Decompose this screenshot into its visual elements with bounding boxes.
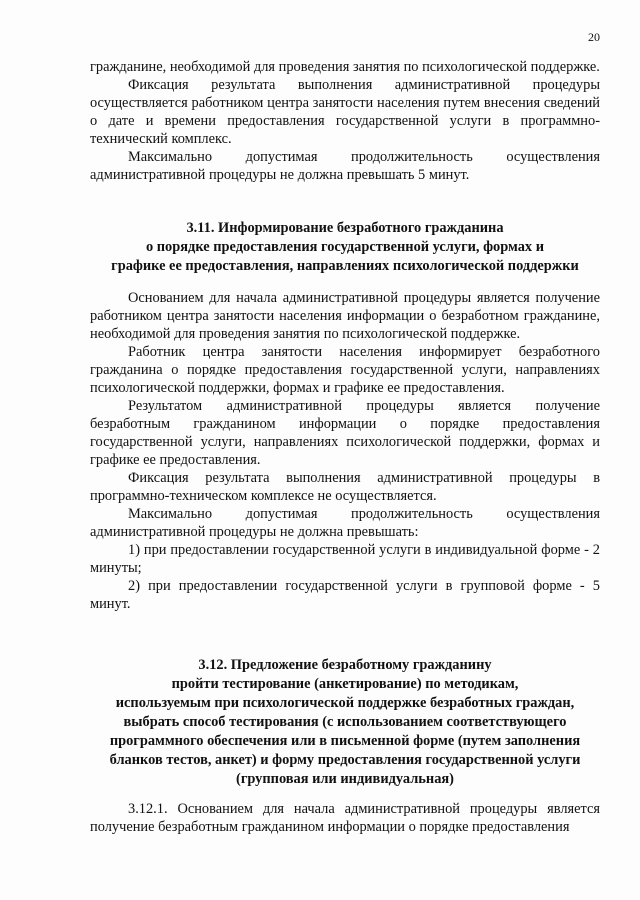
heading-line: (групповая или индивидуальная) [236, 771, 454, 787]
paragraph-basis: Основанием для начала административной процедуры является получение работником центра занятости населения информации о безработном гражданине, необходимой для проведения занятия по психологической поддержке. [90, 290, 600, 342]
heading-line: пройти тестирование (анкетирование) по методикам, [171, 676, 519, 692]
paragraph-max-duration: Максимально допустимая продолжительность осуществления административной процедуры не должна превышать 5 минут. [90, 149, 600, 183]
paragraph-informs: Работник центра занятости населения информирует безработного гражданина о порядке предоставления государственной услуги, направлениях психологической поддержки, формах и графике ее предоставления. [90, 344, 600, 396]
paragraph-block-1 [90, 58, 600, 184]
paragraph-fixation: Фиксация результата выполнения административной процедуры в программно-техническом комплексе не осуществляется. [90, 470, 600, 504]
heading-line: используемым при психологической поддержке безработных граждан, [115, 695, 575, 711]
list-item-group: 2) при предоставлении государственной услуги в групповой форме - 5 минут. [90, 578, 600, 612]
heading-line: графике ее предоставления, направлениях психологической поддержки [111, 258, 579, 274]
page-number: 20 [588, 30, 600, 44]
list-item-individual: 1) при предоставлении государственной услуги в индивидуальной форме - 2 минуты; [90, 542, 600, 576]
paragraph-fixation: Фиксация результата выполнения административной процедуры осуществляется работником центра занятости населения путем внесения сведений о дате и времени предоставления государственной услуги в программно-технический комплекс. [90, 77, 600, 147]
paragraph-block-2 [90, 289, 600, 613]
heading-line: бланков тестов, анкет) и форму предоставления государственной услуги [109, 752, 581, 768]
heading-line: программного обеспечения или в письменной форме (путем заполнения [109, 733, 581, 749]
paragraph-max-duration: Максимально допустимая продолжительность осуществления административной процедуры не должна превышать: [90, 506, 600, 540]
heading-line: 3.12. Предложение безработному гражданину [198, 657, 492, 673]
section-heading-3-12 [90, 656, 600, 789]
paragraph-3-12-1: 3.12.1. Основанием для начала административной процедуры является получение безработным гражданином информации о порядке предоставления [90, 801, 600, 835]
paragraph-result: Результатом административной процедуры является получение безработным гражданином информации о порядке предоставления государственной услуги, направлениях психологической поддержки, формах и графике ее предоставления. [90, 398, 600, 468]
paragraph-continuation: гражданине, необходимой для проведения занятия по психологической поддержке. [90, 59, 600, 75]
section-heading-3-11 [90, 219, 600, 276]
heading-line: выбрать способ тестирования (с использованием соответствующего [123, 714, 567, 730]
heading-line: 3.11. Информирование безработного гражданина [186, 220, 504, 236]
heading-line: о порядке предоставления государственной услуги, формах и [145, 239, 545, 255]
paragraph-block-3 [90, 800, 600, 836]
